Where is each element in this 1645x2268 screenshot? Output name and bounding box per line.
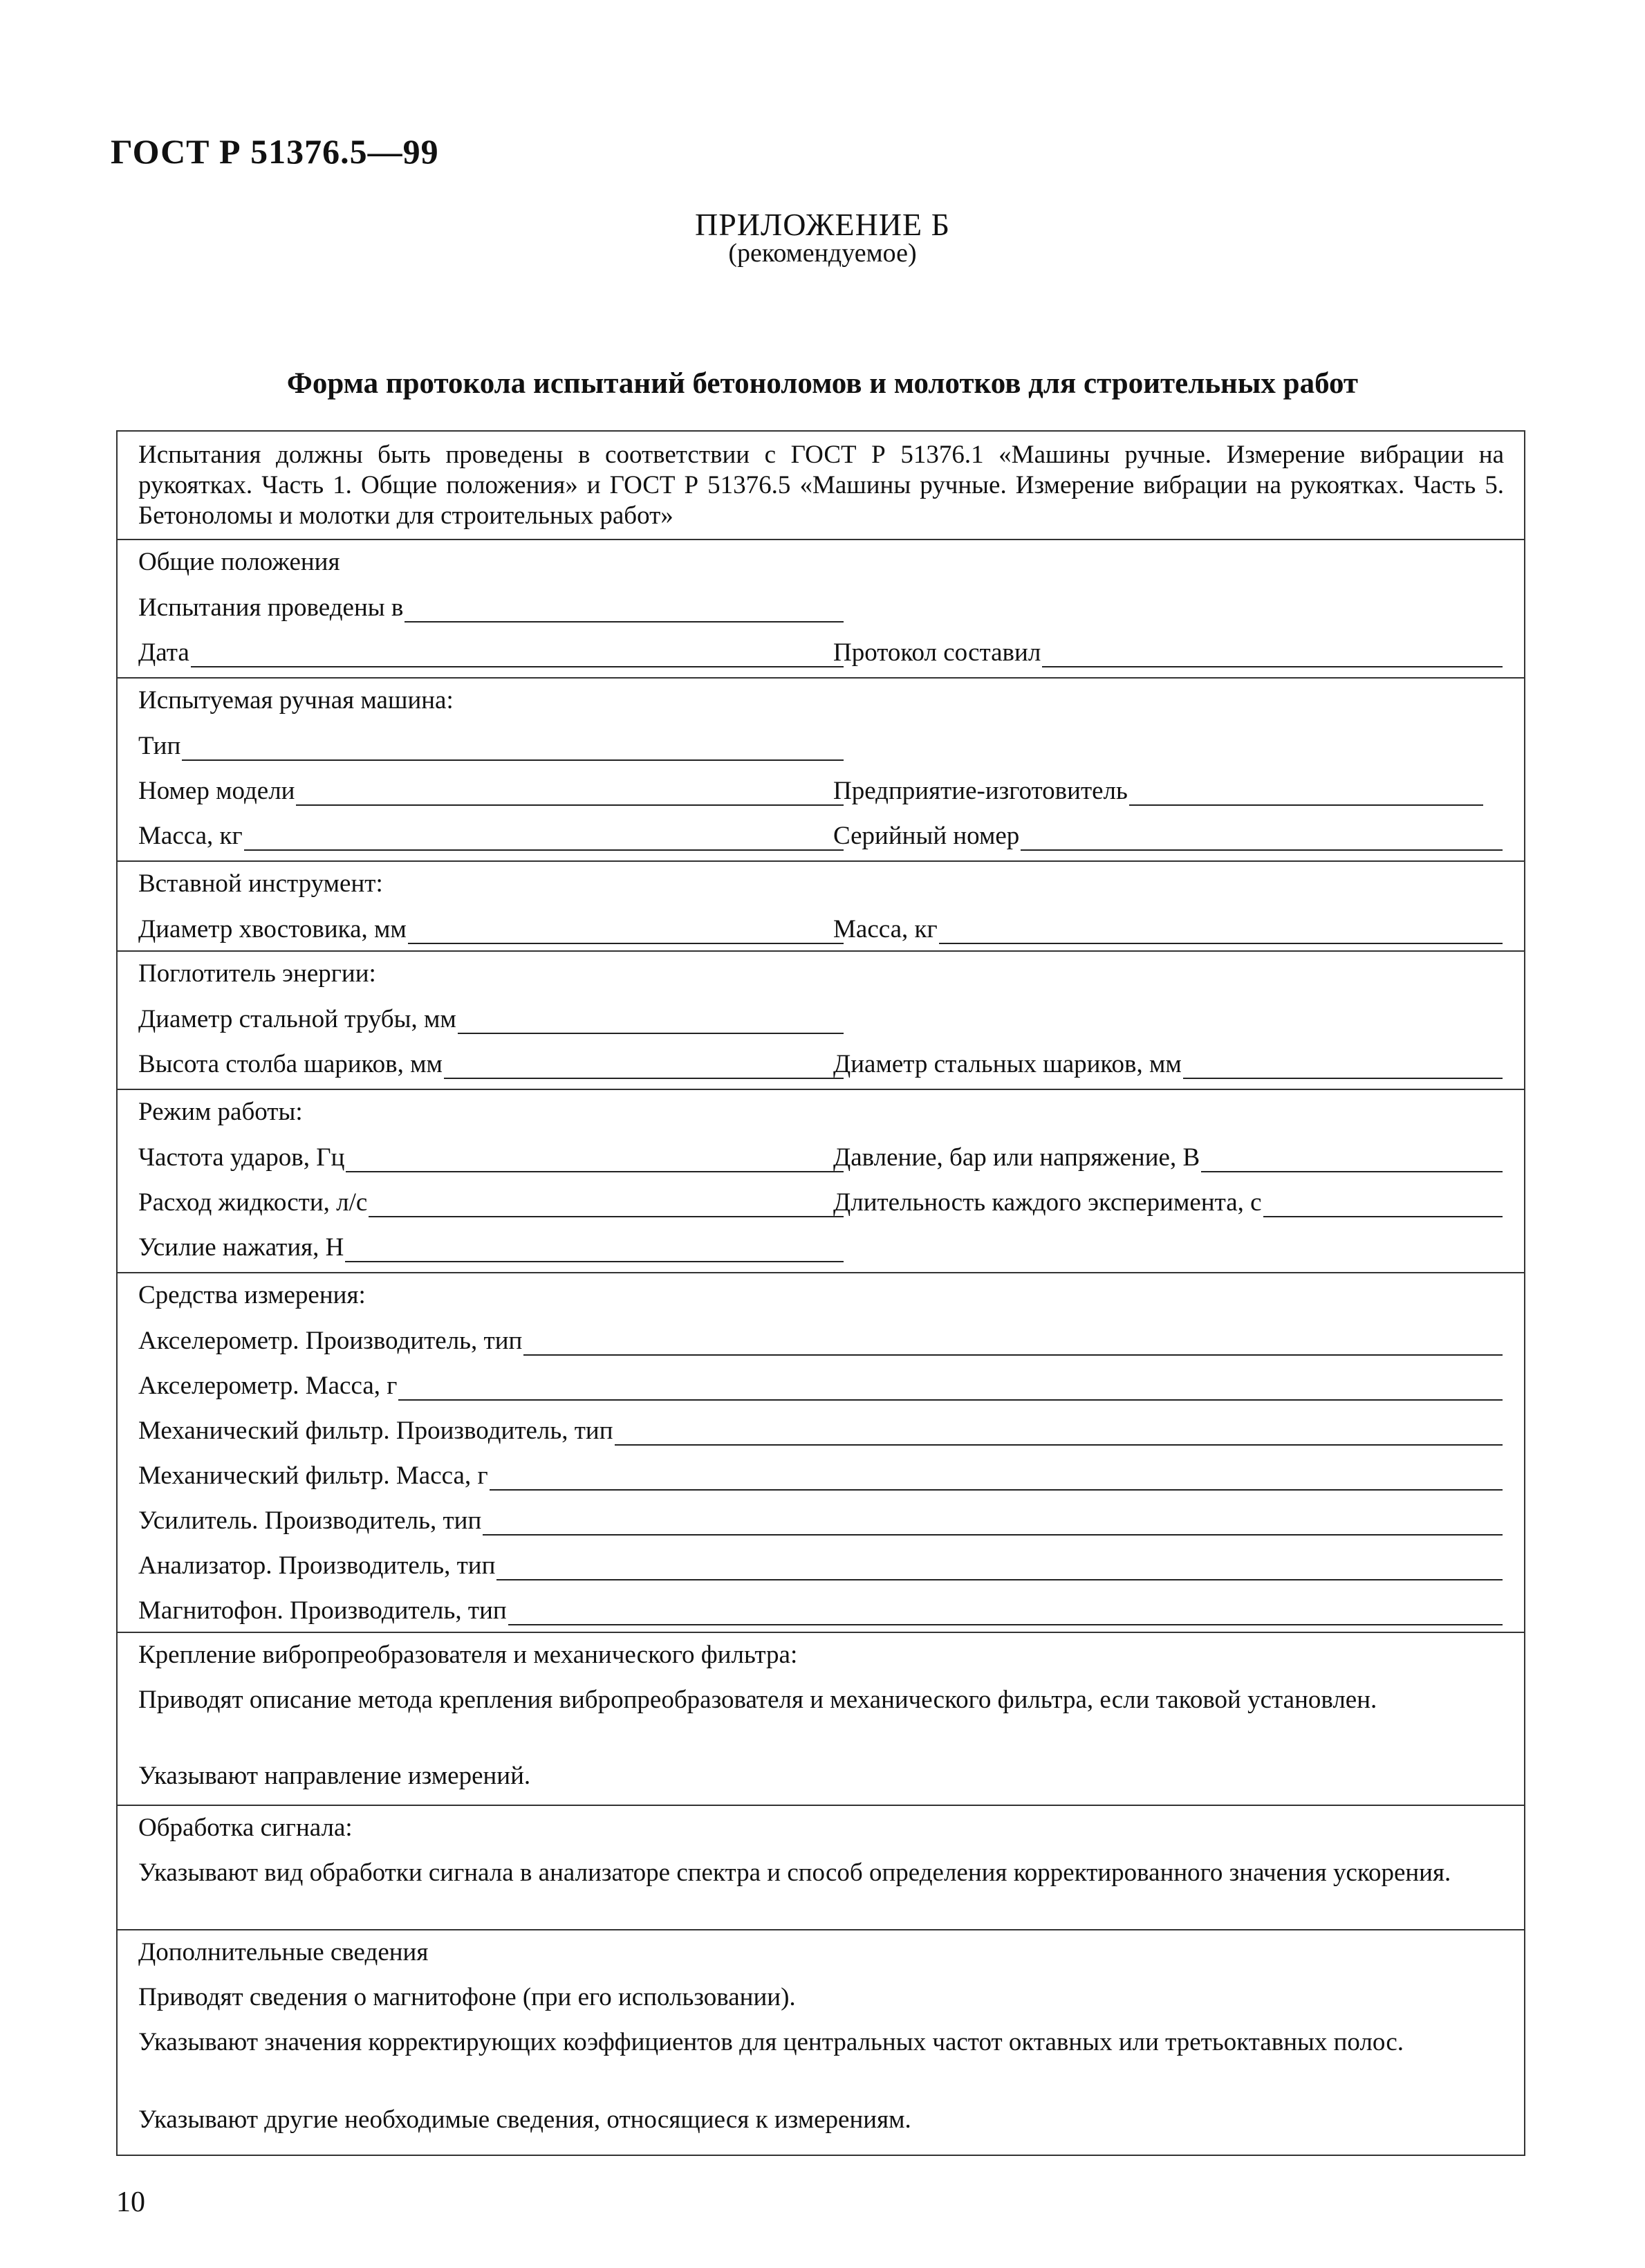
serial-field[interactable] [833,820,1503,851]
mode-section [118,1089,1524,1272]
type-label: Тип [138,732,181,760]
general-section [118,539,1524,677]
standard-designation: ГОСТ Р 51376.5—99 [111,132,439,171]
pressure-label: Давление, бар или напряжение, В [833,1143,1200,1172]
freq-field[interactable] [138,1142,844,1172]
tool-mass-field[interactable] [833,914,1503,944]
mode-heading: Режим работы: [138,1098,303,1126]
instrument-field[interactable] [138,1370,1503,1401]
model-field[interactable] [138,775,844,806]
instrument-label: Акселерометр. Масса, г [138,1372,398,1400]
additional-heading: Дополнительные сведения [138,1938,429,1966]
date-label: Дата [138,638,189,667]
additional-section [118,1929,1524,2157]
appendix-subtitle: (рекомендуемое) [728,239,917,268]
processing-text: Указывают вид обработки сигнала в анализаторе спектра и способ определения корректированного значения ускорения. [138,1859,1451,1887]
appendix-title: ПРИЛОЖЕНИЕ Б [694,207,951,242]
instrument-label: Усилитель. Производитель, тип [138,1506,482,1535]
balls-field[interactable] [833,1049,1503,1079]
manufacturer-field[interactable] [833,775,1483,806]
pressure-field[interactable] [833,1142,1503,1172]
pipe-field[interactable] [138,1004,844,1034]
absorber-heading: Поглотитель энергии: [138,959,376,988]
instrument-field[interactable] [138,1460,1503,1491]
instrument-field[interactable] [138,1595,1503,1625]
mounting-text: Приводят описание метода крепления вибропреобразователя и механического фильтра, если таковой установлен. [138,1686,1377,1714]
manufacturer-label: Предприятие-изготовитель [833,777,1128,805]
model-label: Номер модели [138,777,295,805]
pipe-label: Диаметр стальной трубы, мм [138,1005,456,1033]
machine-section [118,677,1524,860]
force-field[interactable] [138,1232,844,1262]
shank-field[interactable] [138,914,844,944]
shank-label: Диаметр хвостовика, мм [138,915,407,943]
tested-at-label: Испытания проведены в [138,593,404,622]
serial-label: Серийный номер [833,822,1020,850]
duration-label: Длительность каждого эксперимента, с [833,1188,1262,1217]
type-field[interactable] [138,730,844,761]
flow-field[interactable] [138,1187,844,1217]
compiled-by-field[interactable] [833,637,1503,667]
instrument-field[interactable] [138,1325,1503,1356]
protocol-form [116,430,1525,2156]
instruments-heading: Средства измерения: [138,1281,366,1309]
column-field[interactable] [138,1049,844,1079]
machine-heading: Испытуемая ручная машина: [138,686,454,714]
absorber-section [118,950,1524,1089]
intro-text: Испытания должны быть проведены в соответствии с ГОСТ Р 51376.1 «Машины ручные. Измерение вибрации на рукоятках. Часть 1. Общие положения» и ГОСТ Р 51376.5 «Машины ручные. Измерение вибрации на рукоятках. Часть 5. Бетоноломы и молотки для строительных работ» [138,441,1504,530]
mounting-heading: Крепление вибропреобразователя и механического фильтра: [138,1641,798,1669]
force-label: Усилие нажатия, Н [138,1233,344,1262]
instrument-field[interactable] [138,1415,1503,1446]
machine-mass-label: Масса, кг [138,822,243,850]
tool-heading: Вставной инструмент: [138,869,383,898]
processing-section [118,1805,1524,1929]
additional-recorder: Приводят сведения о магнитофоне (при его использовании). [138,1983,796,2011]
tool-mass-label: Масса, кг [833,915,938,943]
processing-heading: Обработка сигнала: [138,1814,353,1842]
form-title: Форма протокола испытаний бетоноломов и молотков для строительных работ [286,367,1359,400]
column-label: Высота столба шариков, мм [138,1050,443,1078]
intro-section [118,432,1524,539]
compiled-by-label: Протокол составил [833,638,1041,667]
instrument-field[interactable] [138,1505,1503,1536]
instrument-label: Механический фильтр. Масса, г [138,1462,488,1490]
instruments-section [118,1272,1524,1632]
tool-section [118,860,1524,950]
balls-label: Диаметр стальных шариков, мм [833,1050,1182,1078]
mounting-direction: Указывают направление измерений. [138,1762,531,1790]
instrument-field[interactable] [138,1550,1503,1580]
duration-field[interactable] [833,1187,1503,1217]
instrument-label: Акселерометр. Производитель, тип [138,1327,523,1355]
flow-label: Расход жидкости, л/с [138,1188,368,1217]
additional-coefficients: Указывают значения корректирующих коэффициентов для центральных частот октавных или третьоктавных полос. [138,2028,1404,2056]
additional-other: Указывают другие необходимые сведения, относящиеся к измерениям. [138,2105,911,2134]
machine-mass-field[interactable] [138,820,844,851]
instrument-label: Магнитофон. Производитель, тип [138,1596,507,1625]
instrument-label: Механический фильтр. Производитель, тип [138,1417,613,1445]
general-heading: Общие положения [138,548,340,576]
freq-label: Частота ударов, Гц [138,1143,345,1172]
instrument-label: Анализатор. Производитель, тип [138,1551,496,1580]
date-field[interactable] [138,637,844,667]
mounting-section [118,1632,1524,1805]
tested-at-field[interactable] [138,592,844,623]
page-number: 10 [116,2186,145,2218]
